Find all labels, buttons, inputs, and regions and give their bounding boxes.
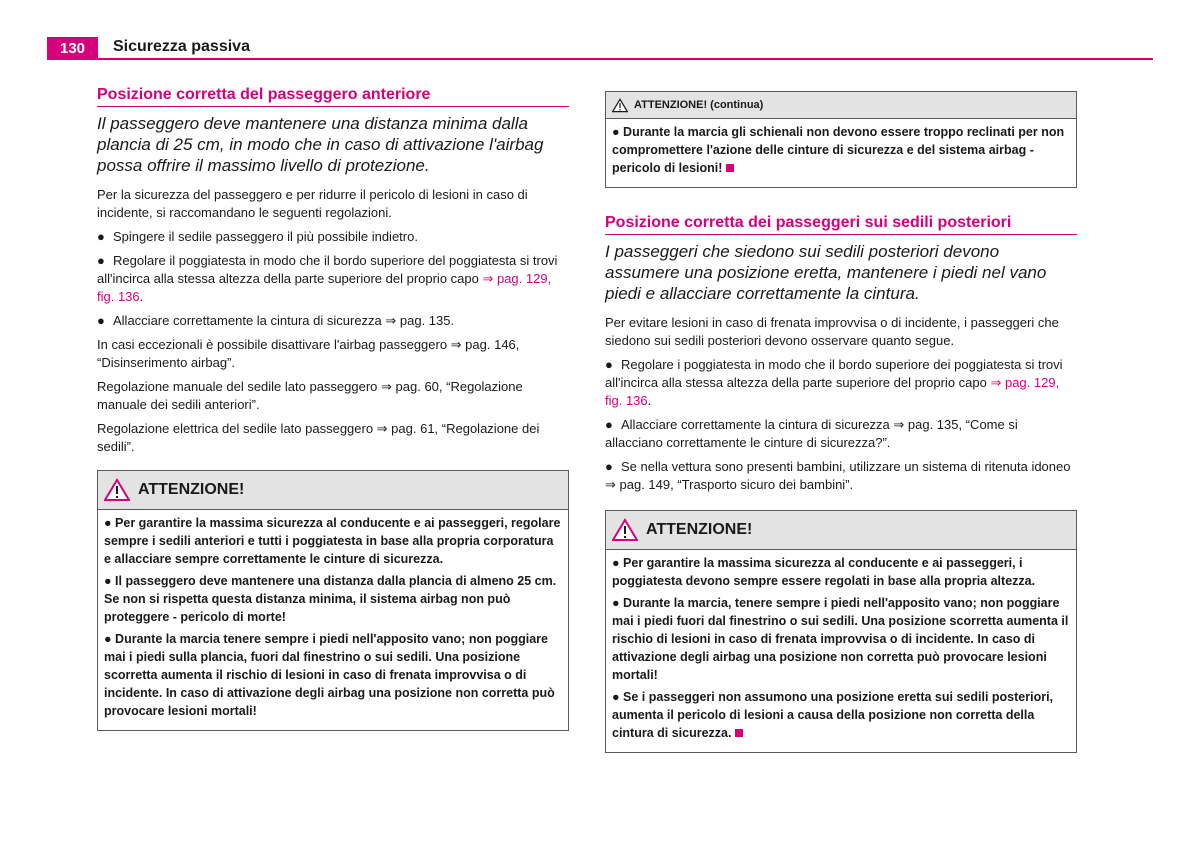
list-item: ● Regolare i poggiatesta in modo che il bordo superiore dei poggiatesta si trovi all'incirca alla stessa altezza della parte superiore del proprio capo ⇒ pag. 129, fig. 136. <box>605 357 1063 408</box>
warning-triangle-icon <box>612 98 628 113</box>
list-item <box>97 312 569 330</box>
list-item-text: Regolare il poggiatesta in modo che il bordo superiore del poggiatesta si trovi all'incirca alla stessa altezza della parte superiore del proprio capo <box>97 253 558 286</box>
right-column <box>605 91 1077 753</box>
warning-box <box>97 470 569 731</box>
warning-item: ● Durante la marcia gli schienali non devono essere troppo reclinati per non compromettere l'azione delle cinture di sicurezza e del sistema airbag - pericolo di lesioni! <box>612 125 1065 175</box>
bullet-icon: ● <box>104 632 112 646</box>
warning-body <box>98 510 568 730</box>
bullet-icon: ● <box>104 574 112 588</box>
intro-rear-passengers: I passeggeri che siedono sui sedili posteriori devono assumere una posizione eretta, mantenere i piedi nel vano piedi e allacciare correttamente la cintura. <box>605 242 1047 303</box>
intro-front-passenger: Il passeggero deve mantenere una distanza minima dalla plancia di 25 cm, in modo che in caso di attivazione l'airbag possa offrire il massimo livello di protezione. <box>97 114 544 175</box>
bullet-icon: ● <box>104 516 112 530</box>
warning-item: ● Il passeggero deve mantenere una distanza dalla plancia di almeno 25 cm. Se non si rispetta questa distanza minima, il sistema airbag non può proteggere - pericolo di morte! <box>104 574 557 624</box>
warning-triangle-icon <box>612 518 638 542</box>
warning-title: ATTENZIONE! (continua) <box>634 99 764 111</box>
end-mark-icon <box>735 729 743 737</box>
bullet-icon: ● <box>612 125 620 139</box>
warning-item: ● Per garantire la massima sicurezza al conducente e ai passeggeri, i poggiatesta devono sempre essere regolati in base alla propria altezza. <box>612 556 1036 588</box>
end-mark-icon <box>726 164 734 172</box>
bullet-icon: ● <box>612 690 620 704</box>
bullet-icon: ● <box>97 229 105 244</box>
warning-box-continued <box>605 91 1077 188</box>
warning-item: ● Per garantire la massima sicurezza al conducente e ai passeggeri, regolare sempre i sedili anteriori e tutti i poggiatesta in base alla propria corporatura e allacciare sempre correttamente le cinture di sicurezza. <box>104 516 561 566</box>
warning-item: ● Se i passeggeri non assumono una posizione eretta sui sedili posteriori, aumenta il pericolo di lesioni a causa della posizione non corretta della cintura di sicurezza. <box>612 690 1054 740</box>
warning-body <box>606 550 1076 752</box>
running-header: Sicurezza passiva <box>113 38 250 55</box>
bullet-icon: ● <box>612 596 620 610</box>
warning-triangle-icon <box>104 478 130 502</box>
cross-reference-link[interactable]: ⇒ pag. 129, fig. 136 <box>97 271 552 304</box>
warning-box <box>605 510 1077 753</box>
list-item-text: Spingere il sedile passeggero il più possibile indietro. <box>113 229 418 244</box>
list-item <box>97 228 569 246</box>
paragraph: Regolazione manuale del sedile lato passeggero ⇒ pag. 60, “Regolazione manuale dei sedili anteriori”. <box>97 379 523 412</box>
paragraph: In casi eccezionali è possibile disattivare l'airbag passeggero ⇒ pag. 146, “Disinserimento airbag”. <box>97 337 520 370</box>
header-rule <box>98 58 1153 60</box>
list-item: ● Regolare il poggiatesta in modo che il bordo superiore del poggiatesta si trovi all'incirca alla stessa altezza della parte superiore del proprio capo ⇒ pag. 129, fig. 136. <box>97 253 558 304</box>
list-item <box>605 458 1077 494</box>
warning-header <box>606 92 1076 119</box>
bullet-icon: ● <box>612 556 620 570</box>
bullet-icon: ● <box>605 357 613 372</box>
bullet-icon: ● <box>97 253 105 268</box>
left-column <box>97 86 569 731</box>
bullet-icon: ● <box>97 313 105 328</box>
warning-header <box>98 471 568 510</box>
cross-reference-link[interactable]: ⇒ pag. 129, fig. 136 <box>605 375 1060 408</box>
warning-item: ● Durante la marcia, tenere sempre i piedi nell'apposito vano; non poggiare mai i piedi fuori dal finestrino o sui sedili. Una posizione scorretta aumenta il rischio di lesioni in caso di frenata improvvisa o di incidente. In caso di attivazione degli airbag una posizione non corretta può provocare lesioni mortali! <box>612 596 1069 682</box>
paragraph: Per la sicurezza del passeggero e per ridurre il pericolo di lesioni in caso di incidente, si raccomandano le seguenti regolazioni. <box>97 187 528 220</box>
paragraph: Regolazione elettrica del sedile lato passeggero ⇒ pag. 61, “Regolazione dei sedili”. <box>97 421 540 454</box>
list-item-text: Allacciare correttamente la cintura di sicurezza ⇒ pag. 135, “Come si allacciano correttamente le cinture di sicurezza?”. <box>605 417 1018 450</box>
warning-item: ● Durante la marcia tenere sempre i piedi nell'apposito vano; non poggiare mai i piedi sulla plancia, fuori dal finestrino o sui sedili. Una posizione scorretta aumenta il rischio di lesioni in caso di frenata improvvisa o di incidente. In caso di attivazione degli airbag una posizione non corretta può provocare lesioni mortali! <box>104 632 555 718</box>
list-item-text: Regolare i poggiatesta in modo che il bordo superiore dei poggiatesta si trovi all'incirca alla stessa altezza della parte superiore del proprio capo <box>605 357 1063 390</box>
page-number: 130 <box>47 37 98 60</box>
warning-header <box>606 511 1076 550</box>
warning-title: ATTENZIONE! <box>138 481 245 498</box>
warning-body <box>606 119 1076 187</box>
list-item-text: Se nella vettura sono presenti bambini, utilizzare un sistema di ritenuta idoneo ⇒ pag. 149, “Trasporto sicuro dei bambini”. <box>605 459 1071 492</box>
paragraph: Per evitare lesioni in caso di frenata improvvisa o di incidente, i passeggeri che siedono sui sedili posteriori devono osservare quanto segue. <box>605 315 1059 348</box>
bullet-icon: ● <box>605 417 613 432</box>
warning-title: ATTENZIONE! <box>646 521 753 538</box>
section-title-front-passenger: Posizione corretta del passeggero anteriore <box>97 86 569 107</box>
bullet-icon: ● <box>605 459 613 474</box>
section-title-rear-passengers: Posizione corretta dei passeggeri sui sedili posteriori <box>605 214 1077 235</box>
list-item <box>605 416 1077 452</box>
list-item-text: Allacciare correttamente la cintura di sicurezza ⇒ pag. 135. <box>113 313 455 328</box>
